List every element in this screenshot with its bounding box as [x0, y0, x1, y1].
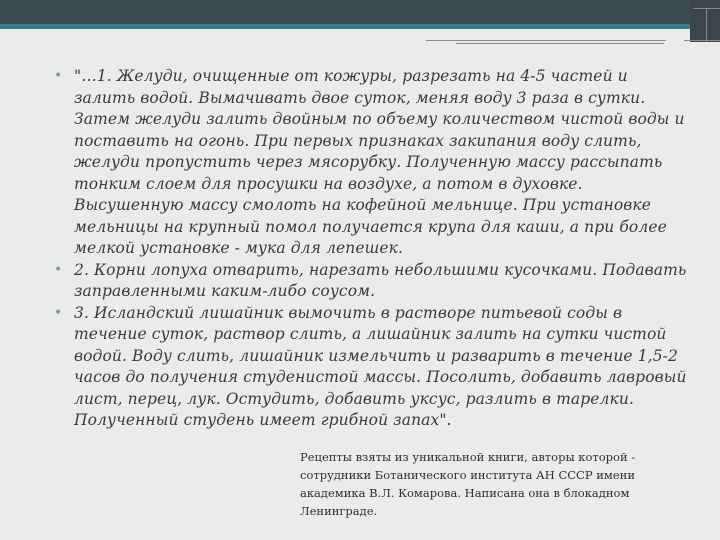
recipe-text: 3. Исландский лишайник вымочить в растворе питьевой соды в течение суток, раствор слить, а лишайник залить на сутки чистой водой. Воду слить, лишайник измельчить и разварить в течение 1,5-2 часов до получения студенистой массы. Посолить, добавить лавровый лист, перец, лук. Остудить, добавить уксус, разлить в тарелки. Полученный студень имеет грибной запах". [74, 303, 687, 429]
recipe-bullet-lichen [52, 303, 692, 432]
bullet-icon: • [54, 304, 63, 321]
bullet-list [52, 66, 692, 432]
decorative-rule [456, 43, 664, 44]
recipe-text: 2. Корни лопуха отварить, нарезать небольшими кусочками. Подавать заправленными каким-либо соусом. [74, 260, 687, 300]
recipe-text: "…1. Желуди, очищенные от кожуры, разрезать на 4-5 частей и залить водой. Вымачивать двое суток, меняя воду 3 раза в сутки. Затем желуди залить двойным по объему количеством чистой воды и поставить на огонь. При первых признаках закипания воду слить, желуди пропустить через мясорубку. Полученную массу рассыпать тонким слоем для просушки на воздухе, а потом в духовке. Высушенную массу смолоть на кофейной мельнице. При установке мельницы на крупный помол получается крупа для каши, а при более мелкой установке - мука для лепешек. [74, 67, 685, 257]
corner-line [706, 8, 707, 42]
accent-stripe [0, 24, 720, 29]
bullet-icon: • [54, 68, 63, 84]
decorative-rule [684, 40, 720, 41]
recipe-bullet-burdock [52, 260, 692, 303]
recipe-bullet-acorns [52, 66, 692, 260]
header-band [0, 0, 720, 24]
bullet-icon: • [54, 261, 63, 278]
source-footnote: Рецепты взяты из уникальной книги, авторы которой - сотрудники Ботанического института АН СССР имени академика В.Л. Комарова. Написана она в блокадном Ленинграде. [300, 450, 636, 518]
corner-decoration [690, 0, 720, 42]
decorative-rule [426, 40, 666, 41]
